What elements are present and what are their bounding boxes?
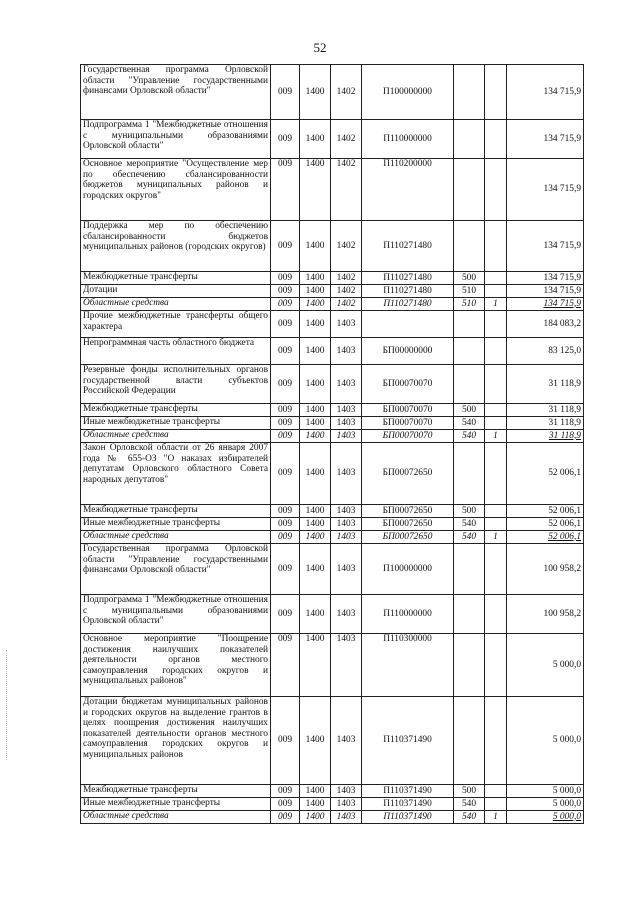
funding-source-code [485, 798, 507, 811]
funding-source-code: 1 [485, 531, 507, 544]
expense-type-code: 540 [454, 430, 485, 443]
section-code: 1400 [300, 518, 331, 531]
subsection-code: 1402 [331, 159, 362, 221]
section-code: 1400 [300, 159, 331, 221]
target-article-code: БП00070070 [362, 430, 454, 443]
funding-source-code: 1 [485, 298, 507, 311]
subsection-code: 1403 [331, 505, 362, 518]
expense-type-code [454, 65, 485, 120]
amount: 134 715,9 [507, 159, 584, 221]
table-row [81, 417, 584, 430]
table-row [81, 120, 584, 159]
funding-source-code [485, 338, 507, 365]
amount: 100 958,2 [507, 595, 584, 634]
amount: 134 715,9 [507, 65, 584, 120]
section-code: 1400 [300, 338, 331, 365]
grbs-code: 009 [271, 531, 300, 544]
grbs-code: 009 [271, 518, 300, 531]
target-article-code [362, 311, 454, 338]
page-number: 52 [313, 40, 327, 55]
expense-type-code: 500 [454, 272, 485, 285]
funding-source-code: 1 [485, 811, 507, 824]
section-code: 1400 [300, 404, 331, 417]
grbs-code: 009 [271, 120, 300, 159]
grbs-code: 009 [271, 430, 300, 443]
budget-item-name: Дотации бюджетам муниципальных районов и городских округов на выделение грантов в целях поощрения достижения наилучших показателей деятельности органов местного самоуправления городских округов и муниципальных районов [81, 697, 271, 785]
budget-item-name: Областные средства [81, 298, 271, 311]
grbs-code: 009 [271, 272, 300, 285]
expense-type-code [454, 221, 485, 272]
table-row [81, 595, 584, 634]
amount: 134 715,9 [507, 298, 584, 311]
subsection-code: 1403 [331, 697, 362, 785]
section-code: 1400 [300, 120, 331, 159]
section-code: 1400 [300, 65, 331, 120]
budget-item-name: Поддержка мер по обеспечению сбалансированности бюджетов муниципальных районов (городских округов) [81, 221, 271, 272]
target-article-code: П110371490 [362, 798, 454, 811]
expense-type-code: 510 [454, 285, 485, 298]
amount: 31 118,9 [507, 365, 584, 404]
budget-item-name: Иные межбюджетные трансферты [81, 518, 271, 531]
funding-source-code [485, 365, 507, 404]
funding-source-code [485, 505, 507, 518]
amount: 5 000,0 [507, 811, 584, 824]
section-code: 1400 [300, 811, 331, 824]
budget-item-name: Прочие межбюджетные трансферты общего характера [81, 311, 271, 338]
budget-item-name: Подпрограмма 1 "Межбюджетные отношения с муниципальными образованиями Орловской области" [81, 595, 271, 634]
funding-source-code [485, 159, 507, 221]
target-article-code: БП00000000 [362, 338, 454, 365]
subsection-code: 1402 [331, 65, 362, 120]
amount: 52 006,1 [507, 518, 584, 531]
subsection-code: 1402 [331, 272, 362, 285]
margin-dots [6, 650, 9, 760]
amount: 83 125,0 [507, 338, 584, 365]
grbs-code: 009 [271, 404, 300, 417]
expense-type-code [454, 595, 485, 634]
amount: 52 006,1 [507, 531, 584, 544]
expense-type-code [454, 120, 485, 159]
section-code: 1400 [300, 298, 331, 311]
funding-source-code [485, 272, 507, 285]
table-row [81, 531, 584, 544]
funding-source-code [485, 221, 507, 272]
target-article-code: БП00070070 [362, 417, 454, 430]
section-code: 1400 [300, 634, 331, 697]
table-row [81, 159, 584, 221]
target-article-code: БП00072650 [362, 531, 454, 544]
target-article-code: П110371490 [362, 785, 454, 798]
budget-item-name: Областные средства [81, 531, 271, 544]
funding-source-code [485, 311, 507, 338]
target-article-code: БП00072650 [362, 505, 454, 518]
subsection-code: 1403 [331, 443, 362, 505]
table-row [81, 634, 584, 697]
budget-item-name: Областные средства [81, 811, 271, 824]
budget-item-name: Межбюджетные трансферты [81, 404, 271, 417]
funding-source-code [485, 785, 507, 798]
grbs-code: 009 [271, 697, 300, 785]
funding-source-code: 1 [485, 430, 507, 443]
table-row [81, 65, 584, 120]
section-code: 1400 [300, 785, 331, 798]
grbs-code: 009 [271, 298, 300, 311]
table-row [81, 785, 584, 798]
grbs-code: 009 [271, 311, 300, 338]
target-article-code: П110200000 [362, 159, 454, 221]
table-body [81, 65, 584, 824]
amount: 184 083,2 [507, 311, 584, 338]
section-code: 1400 [300, 443, 331, 505]
grbs-code: 009 [271, 417, 300, 430]
amount: 31 118,9 [507, 404, 584, 417]
section-code: 1400 [300, 697, 331, 785]
expense-type-code: 540 [454, 531, 485, 544]
amount: 52 006,1 [507, 443, 584, 505]
amount: 100 958,2 [507, 544, 584, 595]
grbs-code: 009 [271, 285, 300, 298]
table-row [81, 311, 584, 338]
section-code: 1400 [300, 505, 331, 518]
budget-item-name: Межбюджетные трансферты [81, 505, 271, 518]
expense-type-code [454, 159, 485, 221]
funding-source-code [485, 697, 507, 785]
table-row [81, 544, 584, 595]
table-row [81, 505, 584, 518]
section-code: 1400 [300, 417, 331, 430]
budget-item-name: Основное мероприятие "Осуществление мер по обеспечению сбалансированности бюджетов муниципальных районов и городских округов" [81, 159, 271, 221]
subsection-code: 1403 [331, 518, 362, 531]
grbs-code: 009 [271, 505, 300, 518]
grbs-code: 009 [271, 159, 300, 221]
expense-type-code [454, 311, 485, 338]
expense-type-code: 540 [454, 811, 485, 824]
table-row [81, 443, 584, 505]
budget-item-name: Межбюджетные трансферты [81, 272, 271, 285]
expense-type-code [454, 634, 485, 697]
grbs-code: 009 [271, 365, 300, 404]
target-article-code: П110000000 [362, 595, 454, 634]
expense-type-code [454, 365, 485, 404]
table-row [81, 298, 584, 311]
budget-item-name: Государственная программа Орловской области "Управление государственными финансами Орловской области" [81, 65, 271, 120]
table-row [81, 221, 584, 272]
subsection-code: 1403 [331, 430, 362, 443]
target-article-code: П110271480 [362, 221, 454, 272]
expense-type-code: 540 [454, 518, 485, 531]
grbs-code: 009 [271, 634, 300, 697]
subsection-code: 1402 [331, 298, 362, 311]
amount: 5 000,0 [507, 785, 584, 798]
amount: 134 715,9 [507, 285, 584, 298]
amount: 5 000,0 [507, 697, 584, 785]
target-article-code: П110371490 [362, 697, 454, 785]
subsection-code: 1403 [331, 544, 362, 595]
grbs-code: 009 [271, 65, 300, 120]
subsection-code: 1403 [331, 811, 362, 824]
section-code: 1400 [300, 221, 331, 272]
section-code: 1400 [300, 430, 331, 443]
budget-item-name: Иные межбюджетные трансферты [81, 798, 271, 811]
budget-table [80, 64, 584, 824]
funding-source-code [485, 120, 507, 159]
grbs-code: 009 [271, 338, 300, 365]
amount: 5 000,0 [507, 798, 584, 811]
expense-type-code: 540 [454, 417, 485, 430]
grbs-code: 009 [271, 443, 300, 505]
target-article-code: БП00072650 [362, 518, 454, 531]
subsection-code: 1403 [331, 311, 362, 338]
expense-type-code: 500 [454, 785, 485, 798]
funding-source-code [485, 285, 507, 298]
expense-type-code [454, 697, 485, 785]
grbs-code: 009 [271, 544, 300, 595]
grbs-code: 009 [271, 595, 300, 634]
section-code: 1400 [300, 365, 331, 404]
subsection-code: 1403 [331, 338, 362, 365]
grbs-code: 009 [271, 811, 300, 824]
target-article-code: П110271480 [362, 298, 454, 311]
table-row [81, 338, 584, 365]
expense-type-code [454, 443, 485, 505]
subsection-code: 1403 [331, 404, 362, 417]
subsection-code: 1403 [331, 365, 362, 404]
subsection-code: 1403 [331, 531, 362, 544]
target-article-code: БП00070070 [362, 404, 454, 417]
funding-source-code [485, 544, 507, 595]
amount: 134 715,9 [507, 272, 584, 285]
table-row [81, 430, 584, 443]
subsection-code: 1403 [331, 798, 362, 811]
target-article-code: П100000000 [362, 544, 454, 595]
table-row [81, 272, 584, 285]
table-row [81, 285, 584, 298]
budget-item-name: Основное мероприятие "Поощрение достижения наилучших показателей деятельности органов местного самоуправления городских округов и муниципальных районов" [81, 634, 271, 697]
expense-type-code: 500 [454, 404, 485, 417]
funding-source-code [485, 443, 507, 505]
target-article-code: П110000000 [362, 120, 454, 159]
expense-type-code [454, 338, 485, 365]
subsection-code: 1402 [331, 120, 362, 159]
expense-type-code: 500 [454, 505, 485, 518]
funding-source-code [485, 404, 507, 417]
funding-source-code [485, 634, 507, 697]
section-code: 1400 [300, 595, 331, 634]
amount: 134 715,9 [507, 221, 584, 272]
funding-source-code [485, 65, 507, 120]
expense-type-code: 540 [454, 798, 485, 811]
budget-item-name: Дотации [81, 285, 271, 298]
budget-item-name: Подпрограмма 1 "Межбюджетные отношения с муниципальными образованиями Орловской области" [81, 120, 271, 159]
subsection-code: 1403 [331, 595, 362, 634]
target-article-code: П100000000 [362, 65, 454, 120]
table-row [81, 518, 584, 531]
subsection-code: 1402 [331, 285, 362, 298]
amount: 31 118,9 [507, 417, 584, 430]
budget-item-name: Межбюджетные трансферты [81, 785, 271, 798]
section-code: 1400 [300, 272, 331, 285]
table-row [81, 811, 584, 824]
budget-item-name: Закон Орловской области от 26 января 2007 года № 655-ОЗ "О наказах избирателей депутатам Орловского областного Совета народных депутатов" [81, 443, 271, 505]
section-code: 1400 [300, 531, 331, 544]
amount: 31 118,9 [507, 430, 584, 443]
amount: 134 715,9 [507, 120, 584, 159]
section-code: 1400 [300, 311, 331, 338]
section-code: 1400 [300, 285, 331, 298]
table-row [81, 365, 584, 404]
target-article-code: БП00070070 [362, 365, 454, 404]
target-article-code: П110271480 [362, 285, 454, 298]
grbs-code: 009 [271, 785, 300, 798]
target-article-code: П110371490 [362, 811, 454, 824]
budget-item-name: Иные межбюджетные трансферты [81, 417, 271, 430]
expense-type-code [454, 544, 485, 595]
subsection-code: 1403 [331, 634, 362, 697]
budget-item-name: Непрограммная часть областного бюджета [81, 338, 271, 365]
subsection-code: 1403 [331, 785, 362, 798]
grbs-code: 009 [271, 798, 300, 811]
budget-item-name: Областные средства [81, 430, 271, 443]
table-row [81, 404, 584, 417]
subsection-code: 1402 [331, 221, 362, 272]
funding-source-code [485, 595, 507, 634]
amount: 5 000,0 [507, 634, 584, 697]
table-row [81, 798, 584, 811]
section-code: 1400 [300, 798, 331, 811]
target-article-code: П110300000 [362, 634, 454, 697]
funding-source-code [485, 417, 507, 430]
expense-type-code: 510 [454, 298, 485, 311]
budget-item-name: Государственная программа Орловской области "Управление государственными финансами Орловской области" [81, 544, 271, 595]
grbs-code: 009 [271, 221, 300, 272]
amount: 52 006,1 [507, 505, 584, 518]
target-article-code: БП00072650 [362, 443, 454, 505]
section-code: 1400 [300, 544, 331, 595]
table-row [81, 697, 584, 785]
subsection-code: 1403 [331, 417, 362, 430]
funding-source-code [485, 518, 507, 531]
target-article-code: П110271480 [362, 272, 454, 285]
budget-item-name: Резервные фонды исполнительных органов государственной власти субъектов Российской Федерации [81, 365, 271, 404]
